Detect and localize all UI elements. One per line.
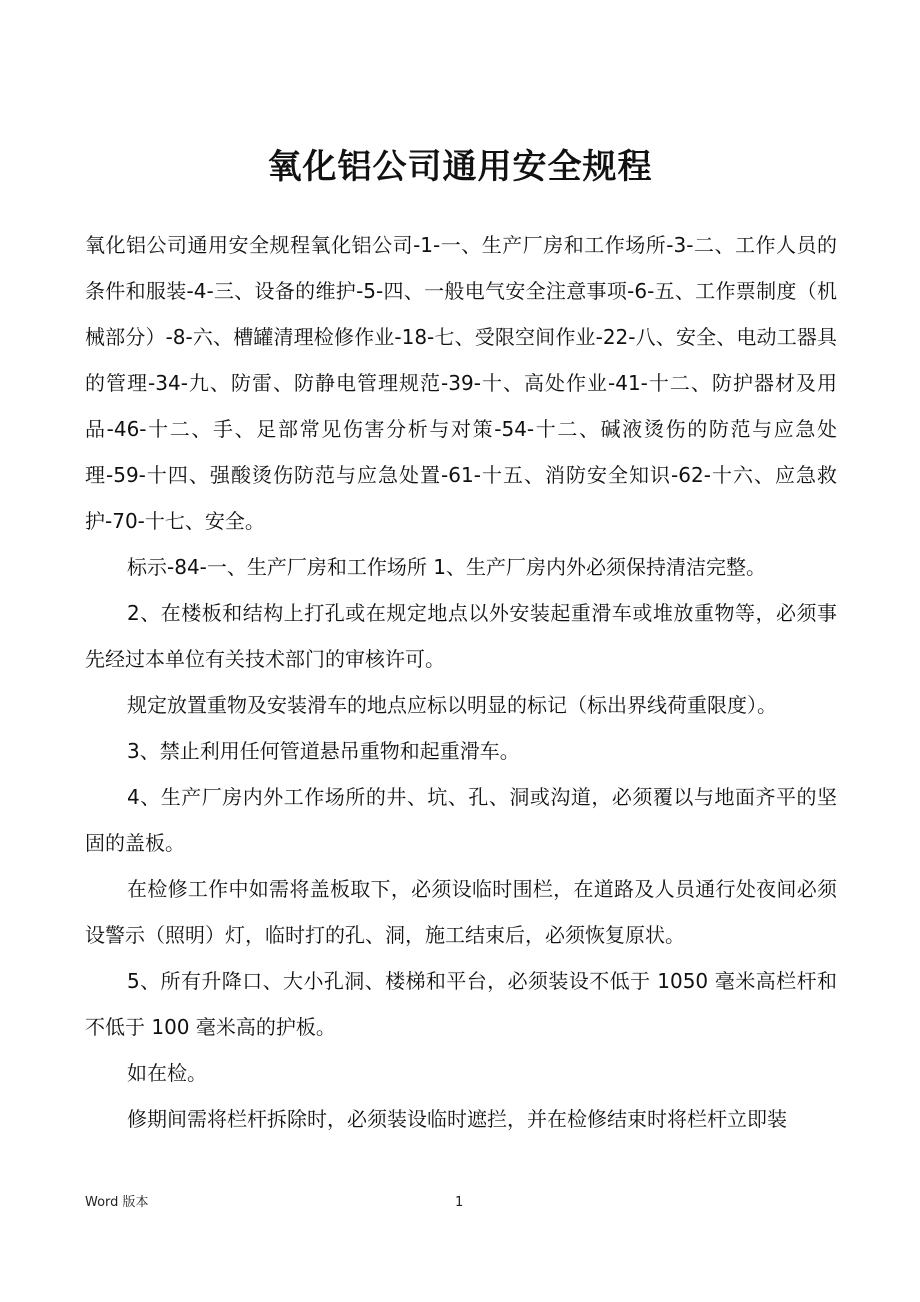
paragraph: 5、所有升降口、大小孔洞、楼梯和平台，必须装设不低于 1050 毫米高栏杆和不低于 100 毫米高的护板。 xyxy=(85,969,837,1039)
paragraph: 修期间需将栏杆拆除时，必须装设临时遮拦，并在检修结束时将栏杆立即装 xyxy=(127,1107,787,1131)
paragraph: 如在检。 xyxy=(127,1061,207,1085)
paragraph: 3、禁止利用任何管道悬吊重物和起重滑车。 xyxy=(127,739,520,763)
paragraph: 氧化铝公司通用安全规程氧化铝公司-1-一、生产厂房和工作场所-3-二、工作人员的条件和服装-4-三、设备的维护-5-四、一般电气安全注意事项-6-五、工作票制度（机械部分）-8-六、槽罐清理检修作业-18-七、受限空间作业-22-八、安全、电动工器具的管理-34-九、防雷、防静电管理规范-39-十、高处作业-41-十二、防护器材及用品-46-十二、手、足部常见伤害分析与对策-54-十二、碱液烫伤的防范与应急处理-59-十四、强酸烫伤防范与应急处置-61-十五、消防安全知识-62-十六、应急救护-70-十七、安全。 xyxy=(85,233,837,533)
paragraph: 在检修工作中如需将盖板取下，必须设临时围栏，在道路及人员通行处夜间必须设警示（照明）灯，临时打的孔、洞，施工结束后，必须恢复原状。 xyxy=(85,877,837,947)
page-number: 1 xyxy=(455,1195,464,1210)
paragraph: 规定放置重物及安装滑车的地点应标以明显的标记（标出界线荷重限度）。 xyxy=(127,693,777,717)
paragraph: 4、生产厂房内外工作场所的井、坑、孔、洞或沟道，必须覆以与地面齐平的坚固的盖板。 xyxy=(85,785,837,855)
document-body xyxy=(85,222,837,1142)
paragraph: 标示-84-一、生产厂房和工作场所 1、生产厂房内外必须保持清洁完整。 xyxy=(127,555,766,579)
footer-label: Word 版本 xyxy=(85,1195,149,1210)
paragraph: 2、在楼板和结构上打孔或在规定地点以外安装起重滑车或堆放重物等，必须事先经过本单位有关技术部门的审核许可。 xyxy=(85,601,837,671)
document-title: 氧化铝公司通用安全规程 xyxy=(267,147,653,187)
